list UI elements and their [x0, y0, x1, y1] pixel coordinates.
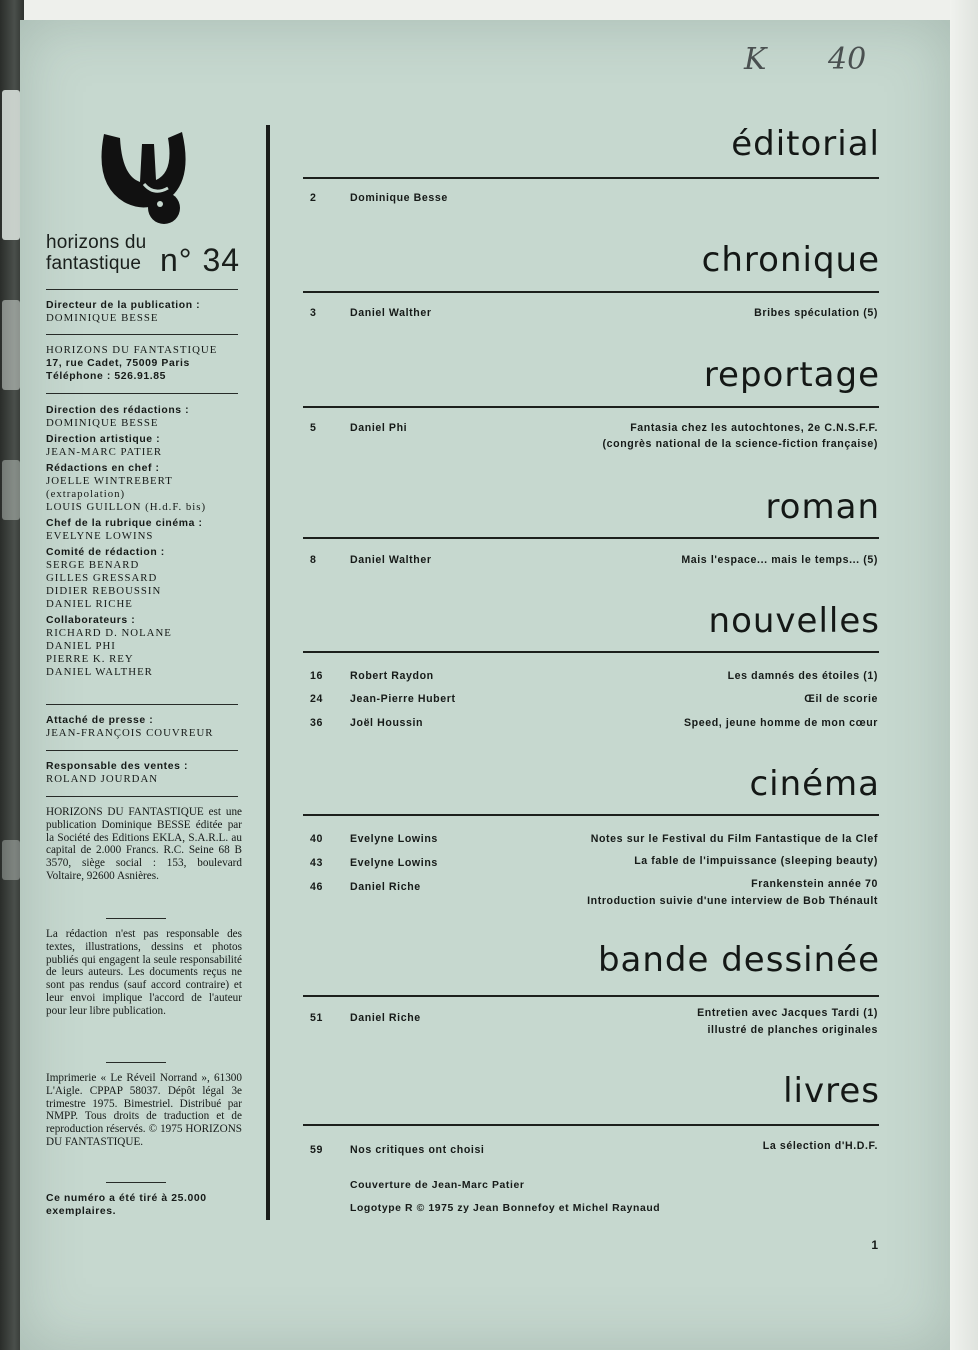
toc-page-number: 16 — [310, 670, 323, 682]
toc-page-number: 3 — [310, 307, 317, 319]
issue-number: n° 34 — [160, 242, 241, 278]
section-title-chronique: chronique — [701, 240, 880, 280]
section-title-editorial: éditorial — [731, 124, 880, 164]
toc-page-number: 46 — [310, 881, 323, 893]
paper-right-edge — [950, 0, 978, 1350]
magazine-logo-icon — [94, 124, 204, 244]
divider — [46, 796, 238, 797]
divider — [46, 289, 238, 290]
toc-work-title: Les damnés des étoiles (1) — [727, 670, 878, 682]
disclaimer: La rédaction n'est pas responsable des textes, illustrations, dessins et photos publiés qui engagent la seule responsabilité de leurs auteurs. Les documents reçus ne sont pas rendus (sauf accord contraire) et leur envoi implique l'accord de l'auteur pour leur libre publication. — [46, 928, 242, 1017]
section-title-reportage: reportage — [703, 355, 880, 395]
toc-work-title: Entretien avec Jacques Tardi (1) — [697, 1007, 878, 1019]
section-title-cinema: cinéma — [749, 764, 880, 804]
handwritten-mark-40: 40 — [828, 42, 867, 77]
section-rule — [303, 406, 879, 408]
page-number: 1 — [871, 1238, 878, 1252]
short-divider — [106, 918, 166, 919]
toc-page-number: 59 — [310, 1144, 323, 1156]
toc-page-number: 43 — [310, 857, 323, 869]
press-block: Attaché de presse : JEAN-FRANÇOIS COUVREUR — [46, 715, 214, 739]
section-rule — [303, 537, 879, 539]
toc-work-subtitle: illustré de planches originales — [707, 1024, 878, 1036]
staff-block: Direction des rédactions : DOMINIQUE BESSE Direction artistique : JEAN-MARC PATIER Rédactions en chef : JOELLE WINTREBERT (extrapolation) LOUIS GUILLON (H.d.F. bis) Chef de la rubrique cinéma : EVELYNE LOWINS Comité de rédaction : SERGE BENARD GILLES GRESSARD DIDIER REBOUSSIN DANIEL RICHE Collaborateurs : RICHARD D. NOLANE DANIEL PHI PIERRE K. REY DANIEL WALTHER — [46, 405, 207, 678]
toc-author: Daniel Riche — [350, 1012, 421, 1024]
toc-work-title: Œil de scorie — [804, 693, 878, 705]
toc-page-number: 40 — [310, 833, 323, 845]
toc-work-title: Speed, jeune homme de mon cœur — [683, 717, 878, 729]
toc-work-subtitle: Introduction suivie d'une interview de Bob Thénault — [587, 895, 878, 907]
paper-top-edge — [24, 0, 978, 20]
sales-block: Responsable des ventes : ROLAND JOURDAN — [46, 761, 189, 785]
toc-work-title: La fable de l'impuissance (sleeping beauty) — [634, 855, 878, 867]
toc-work-title: Frankenstein année 70 — [751, 878, 878, 890]
section-title-bande-dessinee: bande dessinée — [597, 940, 880, 980]
section-rule — [303, 651, 879, 653]
section-rule — [303, 1124, 879, 1126]
toc-author: Jean-Pierre Hubert — [350, 693, 456, 705]
toc-page-number: 8 — [310, 554, 317, 566]
divider — [46, 334, 238, 335]
handwritten-mark-k: K — [744, 42, 767, 77]
toc-page-number: 2 — [310, 192, 317, 204]
publisher-note: HORIZONS DU FANTASTIQUE est une publication Dominique BESSE éditée par la Société des Editions EKLA, S.A.R.L. au capital de 2.000 Francs. R.C. Seine 68 B 3570, siège social : 153, boulevard Voltaire, 92600 Asnières. — [46, 806, 242, 882]
section-rule — [303, 995, 879, 997]
toc-author: Daniel Walther — [350, 554, 432, 566]
toc-author: Daniel Phi — [350, 422, 408, 434]
toc-work-subtitle: (congrès national de la science-fiction française) — [602, 438, 878, 450]
section-title-roman: roman — [765, 487, 880, 527]
toc-page-number: 5 — [310, 422, 317, 434]
toc-page-number: 51 — [310, 1012, 323, 1024]
divider — [46, 704, 238, 705]
toc-work-title: Bribes spéculation (5) — [754, 307, 878, 319]
section-rule — [303, 291, 879, 293]
column-rule — [266, 125, 270, 1220]
toc-work-title: Fantasia chez les autochtones, 2e C.N.S.F.F. — [630, 422, 878, 434]
divider — [46, 393, 238, 394]
magazine-page — [20, 20, 950, 1350]
address-block: HORIZONS DU FANTASTIQUE 17, rue Cadet, 75009 Paris Téléphone : 526.91.85 — [46, 344, 218, 382]
toc-author: Dominique Besse — [350, 192, 448, 204]
toc-author: Daniel Walther — [350, 307, 432, 319]
toc-work-title: La sélection d'H.D.F. — [762, 1140, 878, 1152]
cover-credit: Couverture de Jean-Marc Patier — [350, 1180, 525, 1191]
logotype-credit: Logotype R © 1975 zy Jean Bonnefoy et Michel Raynaud — [350, 1203, 661, 1214]
section-rule — [303, 177, 879, 179]
magazine-title: horizons du fantastique — [46, 232, 147, 274]
divider — [46, 750, 238, 751]
toc-author: Joël Houssin — [350, 717, 424, 729]
section-title-nouvelles: nouvelles — [708, 601, 880, 641]
short-divider — [106, 1182, 166, 1183]
section-rule — [303, 814, 879, 816]
toc-page-number: 24 — [310, 693, 323, 705]
print-run: Ce numéro a été tiré à 25.000 exemplaires. — [46, 1193, 207, 1217]
section-title-livres: livres — [783, 1071, 880, 1111]
toc-author: Nos critiques ont choisi — [350, 1144, 485, 1156]
director-block: Directeur de la publication : DOMINIQUE BESSE — [46, 300, 201, 324]
toc-author: Robert Raydon — [350, 670, 434, 682]
toc-author: Evelyne Lowins — [350, 833, 438, 845]
toc-page-number: 36 — [310, 717, 323, 729]
toc-author: Daniel Riche — [350, 881, 421, 893]
toc-author: Evelyne Lowins — [350, 857, 438, 869]
toc-work-title: Notes sur le Festival du Film Fantastique de la Clef — [590, 833, 878, 845]
short-divider — [106, 1062, 166, 1063]
toc-work-title: Mais l'espace... mais le temps... (5) — [681, 554, 878, 566]
printer-info: Imprimerie « Le Réveil Norrand », 61300 L'Aigle. CPPAP 58037. Dépôt légal 3e trimestre 1975. Bimestriel. Distribué par NMPP. Tous droits de traduction et de reproduction réservés. © 1975 HORIZONS DU FANTASTIQUE. — [46, 1072, 242, 1148]
